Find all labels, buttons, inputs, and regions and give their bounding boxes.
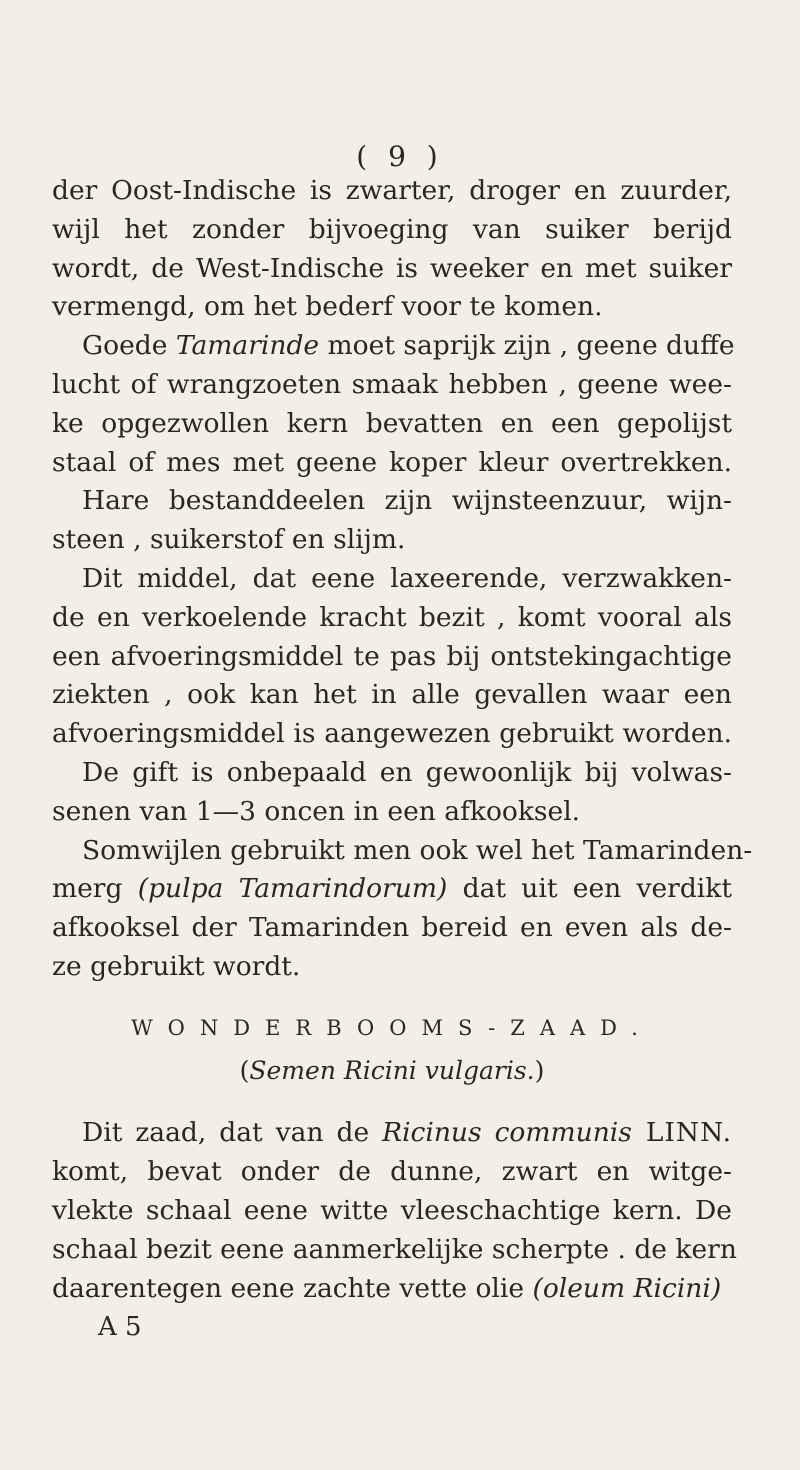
text-line: vermengd, om het bederf voor te komen.: [52, 291, 603, 323]
signature-mark: A 5: [98, 1312, 142, 1343]
italic-term: Ricinus: [382, 1117, 482, 1149]
text-line: senen van 1—3 oncen in een afkooksel.: [52, 795, 581, 827]
text-run: (: [239, 1055, 250, 1085]
text-line: [52, 327, 735, 366]
text-line: Dit middel, dat eene laxeerende, verzwakken-: [82, 562, 732, 594]
author-abbrev: LINN.: [631, 1117, 733, 1149]
text-line: komt, bevat onder de dunne, zwart en witge-: [52, 1156, 732, 1188]
page-number: ( 9 ): [356, 140, 444, 173]
text-run: moet saprijk zijn , geene duffe: [319, 330, 735, 362]
italic-term: Semen: [249, 1055, 344, 1085]
body-text: [52, 172, 753, 1347]
text-line: afvoeringsmiddel is aangewezen gebruikt worden.: [52, 718, 732, 750]
text-run: Dit zaad, dat van de: [82, 1117, 383, 1149]
text-line: wordt, de West-Indische is weeker en met suiker: [52, 252, 732, 284]
text-line: vlekte schaal eene witte vleeschachtige kern. De: [52, 1194, 732, 1226]
text-run: merg: [52, 873, 138, 905]
italic-term: Tamarinde: [175, 330, 320, 362]
text-line: lucht of wrangzoeten smaak hebben , geene wee-: [52, 368, 732, 400]
text-line: een afvoeringsmiddel te pas bij ontstekingachtige: [52, 640, 732, 672]
text-line: ziekten , ook kan het in alle gevallen waar een: [52, 679, 732, 711]
text-line: Hare bestanddeelen zijn wijnsteenzuur, wijn-: [82, 485, 732, 517]
text-line: der Oost-Indische is zwarter, droger en zuurder,: [52, 175, 732, 206]
text-line: staal of mes met geene koper kleur overtrekken.: [52, 446, 732, 478]
italic-term: (pulpa Tamarindorum): [137, 873, 448, 905]
text-line: schaal bezit eene aanmerkelijke scherpte . de kern: [52, 1233, 737, 1265]
text-line: ze gebruikt wordt.: [52, 950, 301, 982]
text-run: daarentegen eene zachte vette olie: [52, 1272, 533, 1304]
text-run: ): [534, 1055, 545, 1085]
italic-term: Ricini: [343, 1055, 417, 1085]
text-line: De gift is onbepaald en gewoonlijk bij volwas-: [82, 756, 732, 788]
section-heading: WONDERBOOMS-ZAAD.: [131, 1015, 653, 1040]
italic-term: vulgaris.: [416, 1055, 535, 1085]
text-line: wijl het zonder bijvoeging van suiker berijd: [52, 213, 732, 245]
text-run: dat uit een verdikt: [447, 873, 732, 905]
text-line: de en verkoelende kracht bezit , komt vooral als: [52, 601, 732, 633]
section-subheading: [52, 1052, 732, 1091]
text-line: afkooksel der Tamarinden bereid en even als de-: [52, 912, 732, 944]
text-line: [52, 1270, 732, 1309]
text-line: Somwijlen gebruikt men ook wel het Tamarinden-: [82, 834, 753, 866]
text-line: ke opgezwollen kern bevatten en een gepolijst: [52, 407, 732, 439]
text-line: steen , suikerstof en slijm.: [52, 524, 406, 556]
italic-term: communis: [481, 1117, 632, 1149]
text-run: Goede: [82, 330, 176, 362]
text-line: [52, 870, 732, 909]
italic-term: (oleum Ricini): [532, 1272, 722, 1304]
text-line: [52, 1114, 732, 1153]
